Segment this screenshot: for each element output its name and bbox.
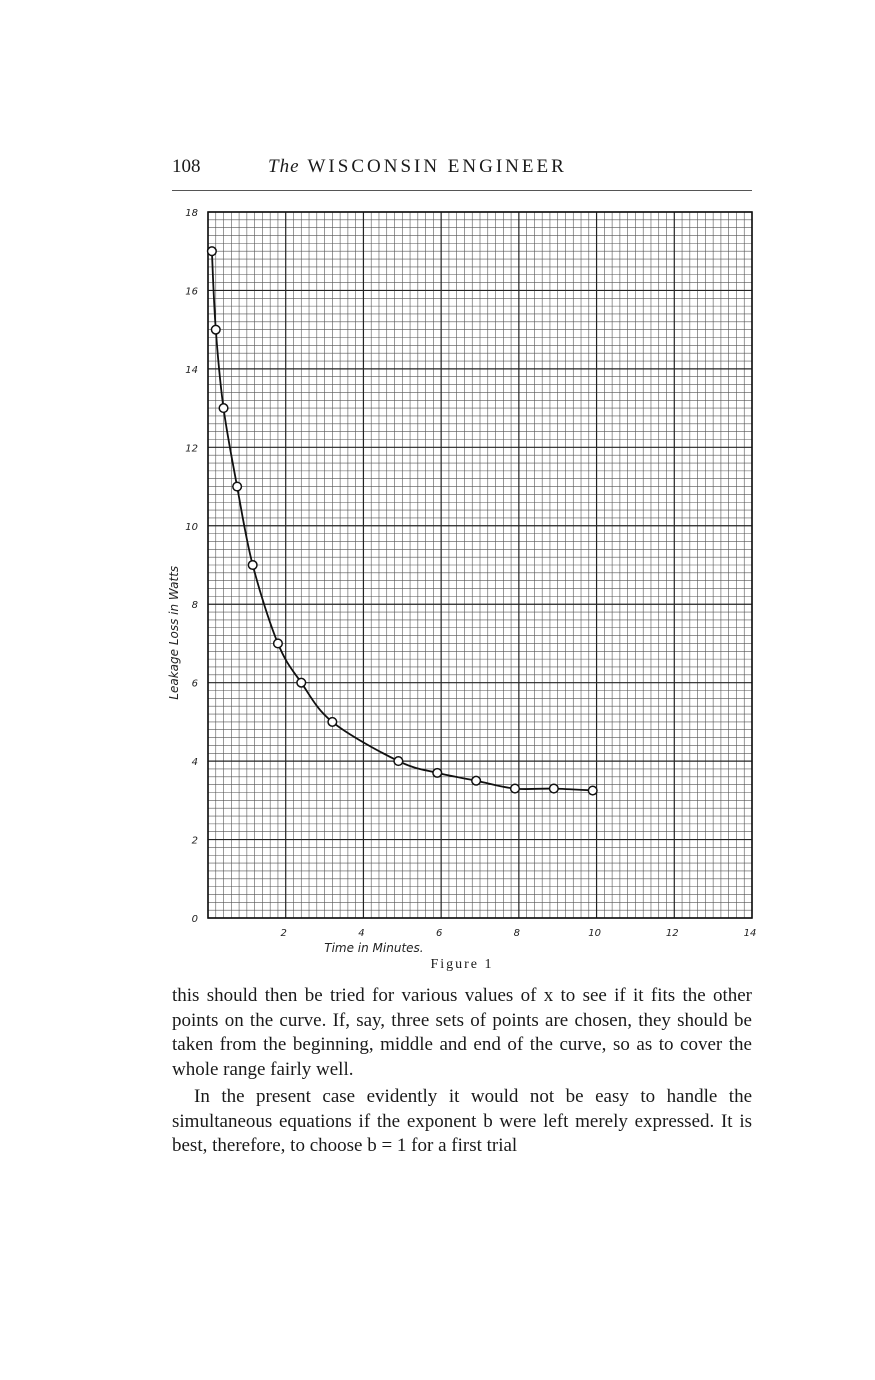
x-tick-labels (281, 928, 757, 939)
y-tick-label: 2 (191, 835, 198, 847)
data-point (208, 247, 217, 256)
x-axis-label: Time in Minutes. (324, 941, 424, 955)
x-tick-label: 14 (743, 928, 757, 939)
y-tick-label: 6 (191, 678, 198, 690)
page-number: 108 (172, 156, 201, 177)
x-tick-label: 6 (435, 928, 443, 939)
data-point (248, 561, 257, 570)
header-rule (172, 190, 752, 191)
data-point (219, 404, 228, 413)
x-tick-label: 2 (280, 928, 287, 939)
y-tick-label: 0 (191, 914, 198, 925)
data-point (472, 776, 481, 785)
leakage-loss-chart (160, 200, 770, 960)
paragraph: this should then be tried for various values of x to see if it fits the other points on the curve. If, say, three sets of points are chosen, they should be taken from the beginning, middle and end of the curve, so as to cover the whole range fairly well. (172, 985, 752, 1080)
data-point (233, 482, 242, 491)
y-tick-labels (185, 208, 198, 925)
y-tick-label: 14 (185, 364, 198, 376)
journal-title (268, 156, 567, 178)
body-text (172, 984, 752, 1159)
data-point (511, 784, 520, 793)
data-point (297, 678, 306, 687)
data-point (274, 639, 283, 648)
x-tick-label: 12 (665, 928, 679, 939)
x-tick-label: 8 (513, 928, 521, 939)
y-tick-label: 16 (185, 286, 198, 298)
figure-caption: Figure 1 (430, 957, 494, 972)
data-point (211, 325, 220, 334)
grid-minor (208, 212, 752, 918)
x-tick-label: 4 (358, 928, 365, 939)
data-point (588, 786, 597, 795)
journal-title-name: WISCONSIN ENGINEER (307, 156, 567, 177)
paragraph: In the present case evidently it would not be easy to handle the simultaneous equations if the exponent b were left merely expressed. It is best, therefore, to choose b = 1 for a first trial (172, 1086, 752, 1156)
data-point (433, 769, 442, 778)
journal-title-article: The (268, 156, 300, 177)
y-tick-label: 18 (185, 208, 198, 219)
data-point (550, 784, 559, 793)
y-tick-label: 4 (191, 757, 198, 769)
x-tick-label: 10 (588, 928, 601, 939)
page-header (172, 156, 752, 182)
y-tick-label: 10 (185, 521, 198, 533)
y-tick-label: 12 (185, 443, 198, 455)
data-point (394, 757, 403, 766)
data-point (328, 718, 337, 727)
y-axis-label: Leakage Loss in Watts (167, 565, 181, 700)
y-tick-label: 8 (191, 600, 198, 612)
